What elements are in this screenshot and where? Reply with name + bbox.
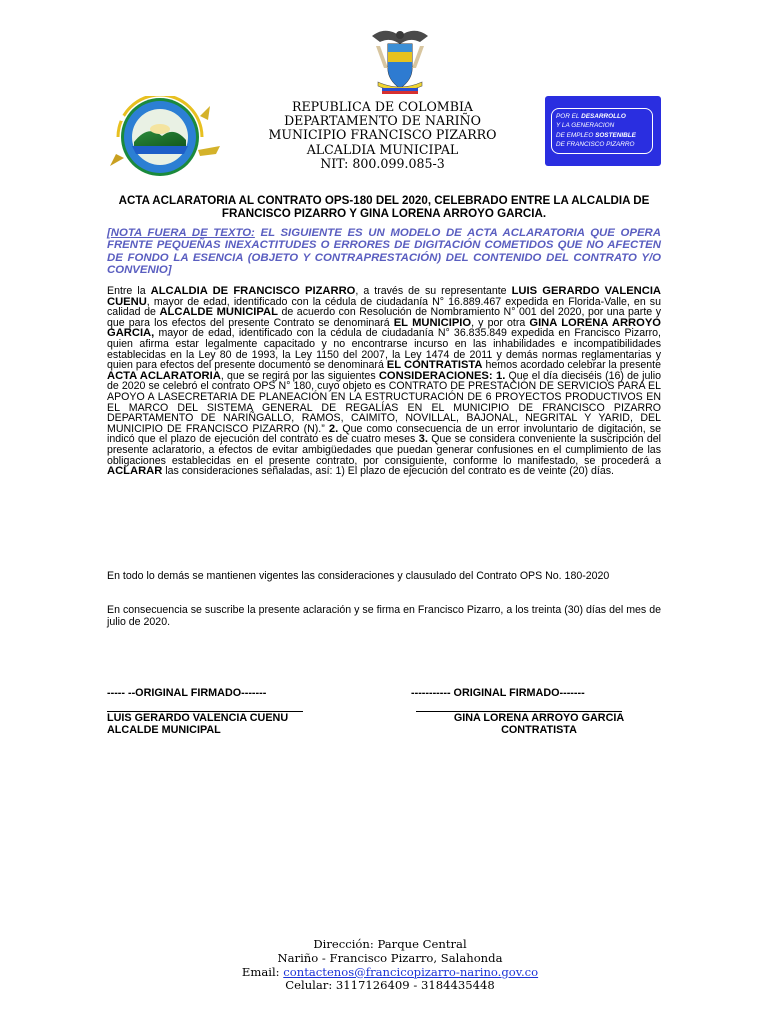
footer-phone: Celular: 3117126409 - 3184435448: [285, 978, 495, 993]
signer-role: ALCALDE MUNICIPAL: [107, 723, 221, 736]
body-bold: ALCALDE MUNICIPAL: [159, 306, 278, 319]
body-bold: ALCALDIA DE FRANCISCO PIZARRO: [150, 285, 356, 297]
signature-original-signed: ----- --ORIGINAL FIRMADO-------: [107, 687, 267, 699]
slogan-line-3: DE EMPLEO: [556, 131, 596, 139]
footer-place: Nariño - Francisco Pizarro, Salahonda: [277, 950, 503, 965]
body-text: , y por otra: [471, 316, 530, 329]
body-text: Entre la: [107, 285, 151, 297]
signer-role: CONTRATISTA: [501, 723, 577, 736]
body-bold: ACLARAR: [107, 465, 163, 478]
body-text: las consideraciones señaladas, así: 1) El plazo de ejecución del contrato es de veinte (20) días.: [162, 465, 614, 478]
signing-paragraph: En consecuencia se suscribe la presente aclaración y se firma en Francisco Pizarro, a los treinta (30) días del mes de julio de 2020.: [107, 604, 661, 628]
slogan-text-box: [551, 108, 653, 154]
municipal-seal-icon: [104, 96, 222, 178]
body-bold: EL MUNICIPIO: [393, 316, 472, 329]
document-title: ACTA ACLARATORIA AL CONTRATO OPS-180 DEL 2020, CELEBRADO ENTRE LA ALCALDIA DE FRANCISCO PIZARRO Y GINA LORENA ARROYO GARCIA.: [118, 194, 650, 220]
letterhead-department: DEPARTAMENTO DE NARIÑO: [284, 113, 481, 129]
body-bold: ACTA ACLARATORIA: [107, 369, 221, 382]
letterhead: [230, 100, 535, 171]
signature-original-signed: ----------- ORIGINAL FIRMADO-------: [411, 687, 585, 699]
body-bold: CONSIDERACIONES: 1.: [378, 369, 506, 382]
body-text: Que se considera conveniente la suscripción del presente aclaratorio, a efectos de evitar ambigüedades que puedan generar confusiones en el cumplimiento de las obligaciones establecidas en el presente contrato, por consiguiente, conforme lo manifestado, se procederá a: [107, 433, 661, 467]
body-text: , que se regirá por las siguientes: [220, 369, 379, 382]
body-bold: 3.: [418, 433, 428, 446]
slogan-line-1: POR EL: [556, 113, 582, 120]
body-bold: 2.: [328, 422, 339, 435]
body-bold: GINA LORENA ARROYO GARCIA,: [107, 316, 661, 340]
slogan-line-1-bold: DESARROLLO: [581, 113, 626, 120]
footer-email-link[interactable]: contactenos@francicopizarro-narino.gov.co: [283, 964, 539, 979]
signer-name: GINA LORENA ARROYO GARCIA: [453, 711, 625, 724]
letterhead-municipality: MUNICIPIO FRANCISCO PIZARRO: [268, 127, 497, 143]
validity-paragraph: En todo lo demás se mantienen vigentes las consideraciones y clausulado del Contrato OPS No. 180-2020: [107, 570, 610, 582]
body-text: , a través de su representante: [355, 285, 512, 297]
footer-contact: [190, 938, 590, 993]
note-text: EL SIGUIENTE ES UN MODELO DE ACTA ACLARATORIA QUE OPERA FRENTE PEQUEÑAS INEXACTITUDES O ERRORES DE DIGITACIÓN COMETIDOS QUE NO AFECTEN DE FONDO LA ESENCIA (OBJETO Y CONTRAPRESTACIÓN) DEL CONTENIDO DEL CONTRATO Y/O CONVENIO]: [107, 227, 662, 277]
letterhead-nit: NIT: 800.099.085-3: [320, 155, 445, 171]
slogan-line-3-bold: SOSTENIBLE: [595, 131, 636, 139]
coat-of-arms-icon: [368, 28, 432, 96]
slogan-badge: [545, 96, 661, 166]
footer-address: Dirección: Parque Central: [313, 937, 467, 951]
body-text: Que el día dieciséis (16) de julio de 2020 se celebró el contrato OPS N° 180, cuyo objeto es CONTRATO DE PRESTACIÓN DE SERVICIOS PARA EL APOYO A LASECRETARIA DE PLANEACIÓN EN LA ESTRUCTURACIÓN DE 6 PROYECTOS PRODUCTIVOS EN EL MARCO DEL SISTEMA GENERAL DE REGALÍAS EN EL MUNICIPIO DE FRANCISCO PIZARRO DEPARTAMENTO DE NARIÑGALLO, RAMOS, CAIMITO, NOVILLAL, BAJONAL, NEGRITAL Y YARID, DEL MUNICIPIO DE FRANCISCO PIZARRO (N).”: [107, 369, 661, 435]
body-text: , mayor de edad, identificado con la cédula de ciudadanía N° 16.889.467 expedida en Florida-Valle, en su calidad de: [107, 295, 661, 319]
body-bold: EL CONTRATISTA: [386, 359, 483, 372]
footer-email-label: Email:: [241, 964, 284, 979]
letterhead-office: ALCALDIA MUNICIPAL: [306, 141, 459, 157]
body-text: mayor de edad, identificado con la cédula de ciudadanía N° 36.835.849 expedida en Francisco Pizarro, quien afirma estar legalmente capacitado y no encontrarse incurso en las inhabilidades e incompatibilidades establecidas en la Ley 80 de 1993, la Ley 1150 del 2007, la Ley 1474 de 2011 y demás normas reglamentarias y quien para efectos del presente documento se denominará: [107, 327, 661, 372]
slogan-line-2: Y LA GENERACION: [556, 122, 615, 130]
note-bracket: [: [107, 227, 111, 239]
body-paragraph: [107, 286, 661, 477]
letterhead-country: REPUBLICA DE COLOMBIA: [291, 99, 474, 114]
note-out-of-text: [107, 227, 661, 277]
note-label: NOTA FUERA DE TEXTO:: [110, 227, 255, 239]
body-text: Que como consecuencia de un error involuntario de digitación, se indicó que el plazo de ejecución del contrato es de cuatro meses: [107, 422, 661, 446]
body-bold: LUIS GERARDO VALENCIA CUENU: [107, 285, 662, 308]
signer-name: LUIS GERARDO VALENCIA CUENU: [107, 711, 289, 724]
body-text: de acuerdo con Resolución de Nombramiento N° 001 del 2020, por una parte y que para los efectos del presente Contrato se denominará: [107, 306, 662, 329]
slogan-line-4: DE FRANCISCO PIZARRO: [556, 141, 635, 149]
signature-block-mayor: [107, 688, 337, 736]
signature-block-contractor: [408, 688, 668, 736]
body-text: hemos acordado celebrar la presente: [482, 359, 661, 372]
